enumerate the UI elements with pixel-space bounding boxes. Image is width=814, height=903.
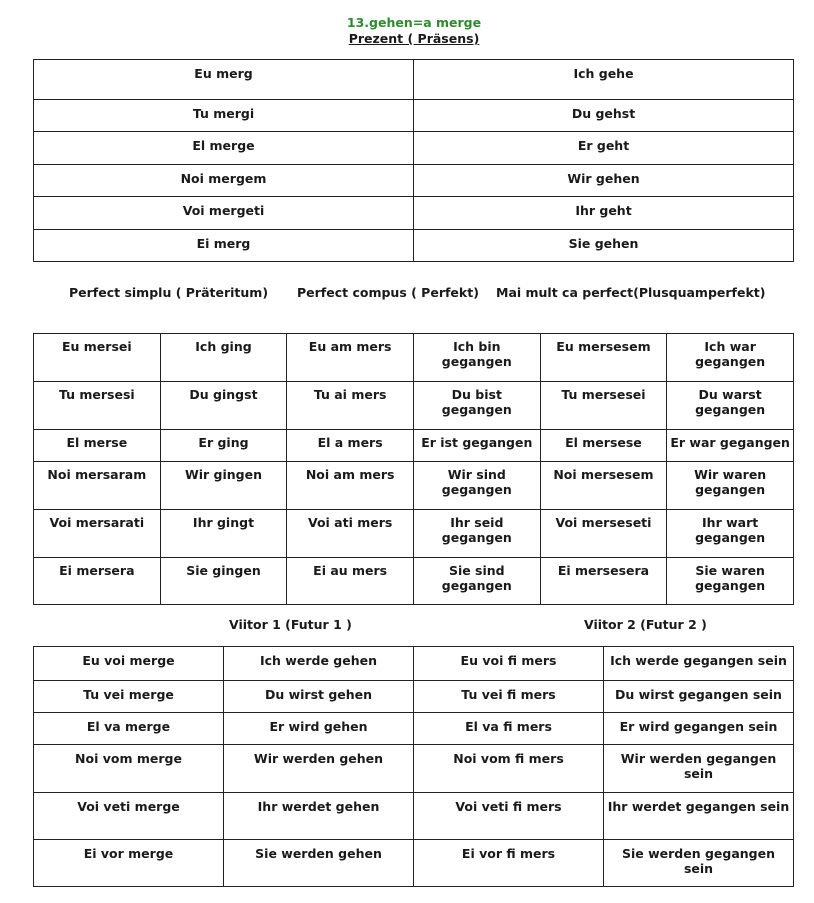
table-cell: Tu ai mers <box>287 382 414 430</box>
table-cell: Ei mersera <box>34 558 161 605</box>
table-cell: El va fi mers <box>414 713 604 745</box>
verb-title: 13.gehen=a merge <box>346 15 482 30</box>
table-cell: Du gingst <box>160 382 287 430</box>
table-row <box>34 462 794 510</box>
table-cell: Er war gegangen <box>667 430 794 462</box>
table-cell: Ei vor merge <box>34 840 224 887</box>
table-cell: Eu mersei <box>34 334 161 382</box>
table-cell: Noi mersesem <box>540 462 667 510</box>
table-cell: Voi merseseti <box>540 510 667 558</box>
table-cell: Sie werden gehen <box>224 840 414 887</box>
table-cell: Ich bin gegangen <box>413 334 540 382</box>
table-cell: Ei mersesera <box>540 558 667 605</box>
table-cell: Voi mersarati <box>34 510 161 558</box>
table-cell: Noi am mers <box>287 462 414 510</box>
table-cell: Noi mergem <box>34 165 414 197</box>
table-cell: Er ging <box>160 430 287 462</box>
table-cell: Du wirst gehen <box>224 681 414 713</box>
table-cell: Ich werde gehen <box>224 647 414 681</box>
table-row <box>34 132 794 165</box>
table-row <box>34 197 794 230</box>
table-cell: Du gehst <box>414 100 794 132</box>
table-row <box>34 840 794 887</box>
table-cell: Ich ging <box>160 334 287 382</box>
table-cell: Sie werden gegangen sein <box>604 840 794 887</box>
future-tenses-table <box>33 646 794 887</box>
table-cell: El merge <box>34 132 414 165</box>
table-cell: Ich gehe <box>414 60 794 100</box>
table-cell: Ei vor fi mers <box>414 840 604 887</box>
table-cell: El mersese <box>540 430 667 462</box>
table-cell: Sie gingen <box>160 558 287 605</box>
table-cell: Er wird gegangen sein <box>604 713 794 745</box>
table-cell: Sie sind gegangen <box>413 558 540 605</box>
table-cell: Voi veti fi mers <box>414 793 604 840</box>
table-cell: Sie gehen <box>414 230 794 262</box>
table-cell: Du bist gegangen <box>413 382 540 430</box>
table-row <box>34 430 794 462</box>
table-cell: Tu mersesei <box>540 382 667 430</box>
table-cell: Ei merg <box>34 230 414 262</box>
table-cell: Wir gehen <box>414 165 794 197</box>
table-row <box>34 745 794 793</box>
table-cell: Ich werde gegangen sein <box>604 647 794 681</box>
past-tenses-table <box>33 333 794 605</box>
table-cell: Noi vom merge <box>34 745 224 793</box>
table-cell: Voi veti merge <box>34 793 224 840</box>
table-row <box>34 100 794 132</box>
table-cell: El va merge <box>34 713 224 745</box>
table-cell: El a mers <box>287 430 414 462</box>
future-2-header: Viitor 2 (Futur 2 ) <box>584 617 707 632</box>
table-row <box>34 510 794 558</box>
table-cell: Tu vei merge <box>34 681 224 713</box>
table-row <box>34 165 794 197</box>
table-cell: Tu mergi <box>34 100 414 132</box>
table-row <box>34 558 794 605</box>
table-row <box>34 681 794 713</box>
table-cell: Ihr wart gegangen <box>667 510 794 558</box>
table-cell: Sie waren gegangen <box>667 558 794 605</box>
table-cell: Eu am mers <box>287 334 414 382</box>
table-cell: Ihr seid gegangen <box>413 510 540 558</box>
table-cell: Wir waren gegangen <box>667 462 794 510</box>
present-tense-table <box>33 59 794 262</box>
table-cell: Du wirst gegangen sein <box>604 681 794 713</box>
table-row <box>34 60 794 100</box>
table-cell: Voi ati mers <box>287 510 414 558</box>
table-row <box>34 793 794 840</box>
table-cell: Ihr gingt <box>160 510 287 558</box>
perfect-simple-header: Perfect simplu ( Präteritum) <box>69 285 269 300</box>
table-cell: Wir gingen <box>160 462 287 510</box>
table-cell: Ihr geht <box>414 197 794 230</box>
table-cell: El merse <box>34 430 161 462</box>
perfect-compound-header: Perfect compus ( Perfekt) <box>297 285 479 300</box>
table-row <box>34 713 794 745</box>
pluperfect-header: Mai mult ca perfect(Plusquamperfekt) <box>496 285 766 300</box>
table-cell: Ich war gegangen <box>667 334 794 382</box>
table-cell: Noi vom fi mers <box>414 745 604 793</box>
table-cell: Eu voi fi mers <box>414 647 604 681</box>
table-cell: Eu voi merge <box>34 647 224 681</box>
table-cell: Ihr werdet gegangen sein <box>604 793 794 840</box>
table-cell: Ihr werdet gehen <box>224 793 414 840</box>
table-cell: Eu mersesem <box>540 334 667 382</box>
table-cell: Tu mersesi <box>34 382 161 430</box>
table-row <box>34 334 794 382</box>
table-cell: Er geht <box>414 132 794 165</box>
table-cell: Ei au mers <box>287 558 414 605</box>
table-cell: Eu merg <box>34 60 414 100</box>
table-cell: Wir sind gegangen <box>413 462 540 510</box>
table-cell: Wir werden gegangen sein <box>604 745 794 793</box>
present-tense-title: Prezent ( Präsens) <box>348 31 480 46</box>
table-cell: Tu vei fi mers <box>414 681 604 713</box>
table-row <box>34 230 794 262</box>
table-cell: Er ist gegangen <box>413 430 540 462</box>
table-cell: Du warst gegangen <box>667 382 794 430</box>
table-cell: Noi mersaram <box>34 462 161 510</box>
table-row <box>34 647 794 681</box>
table-cell: Wir werden gehen <box>224 745 414 793</box>
future-1-header: Viitor 1 (Futur 1 ) <box>229 617 352 632</box>
table-cell: Voi mergeti <box>34 197 414 230</box>
table-cell: Er wird gehen <box>224 713 414 745</box>
table-row <box>34 382 794 430</box>
